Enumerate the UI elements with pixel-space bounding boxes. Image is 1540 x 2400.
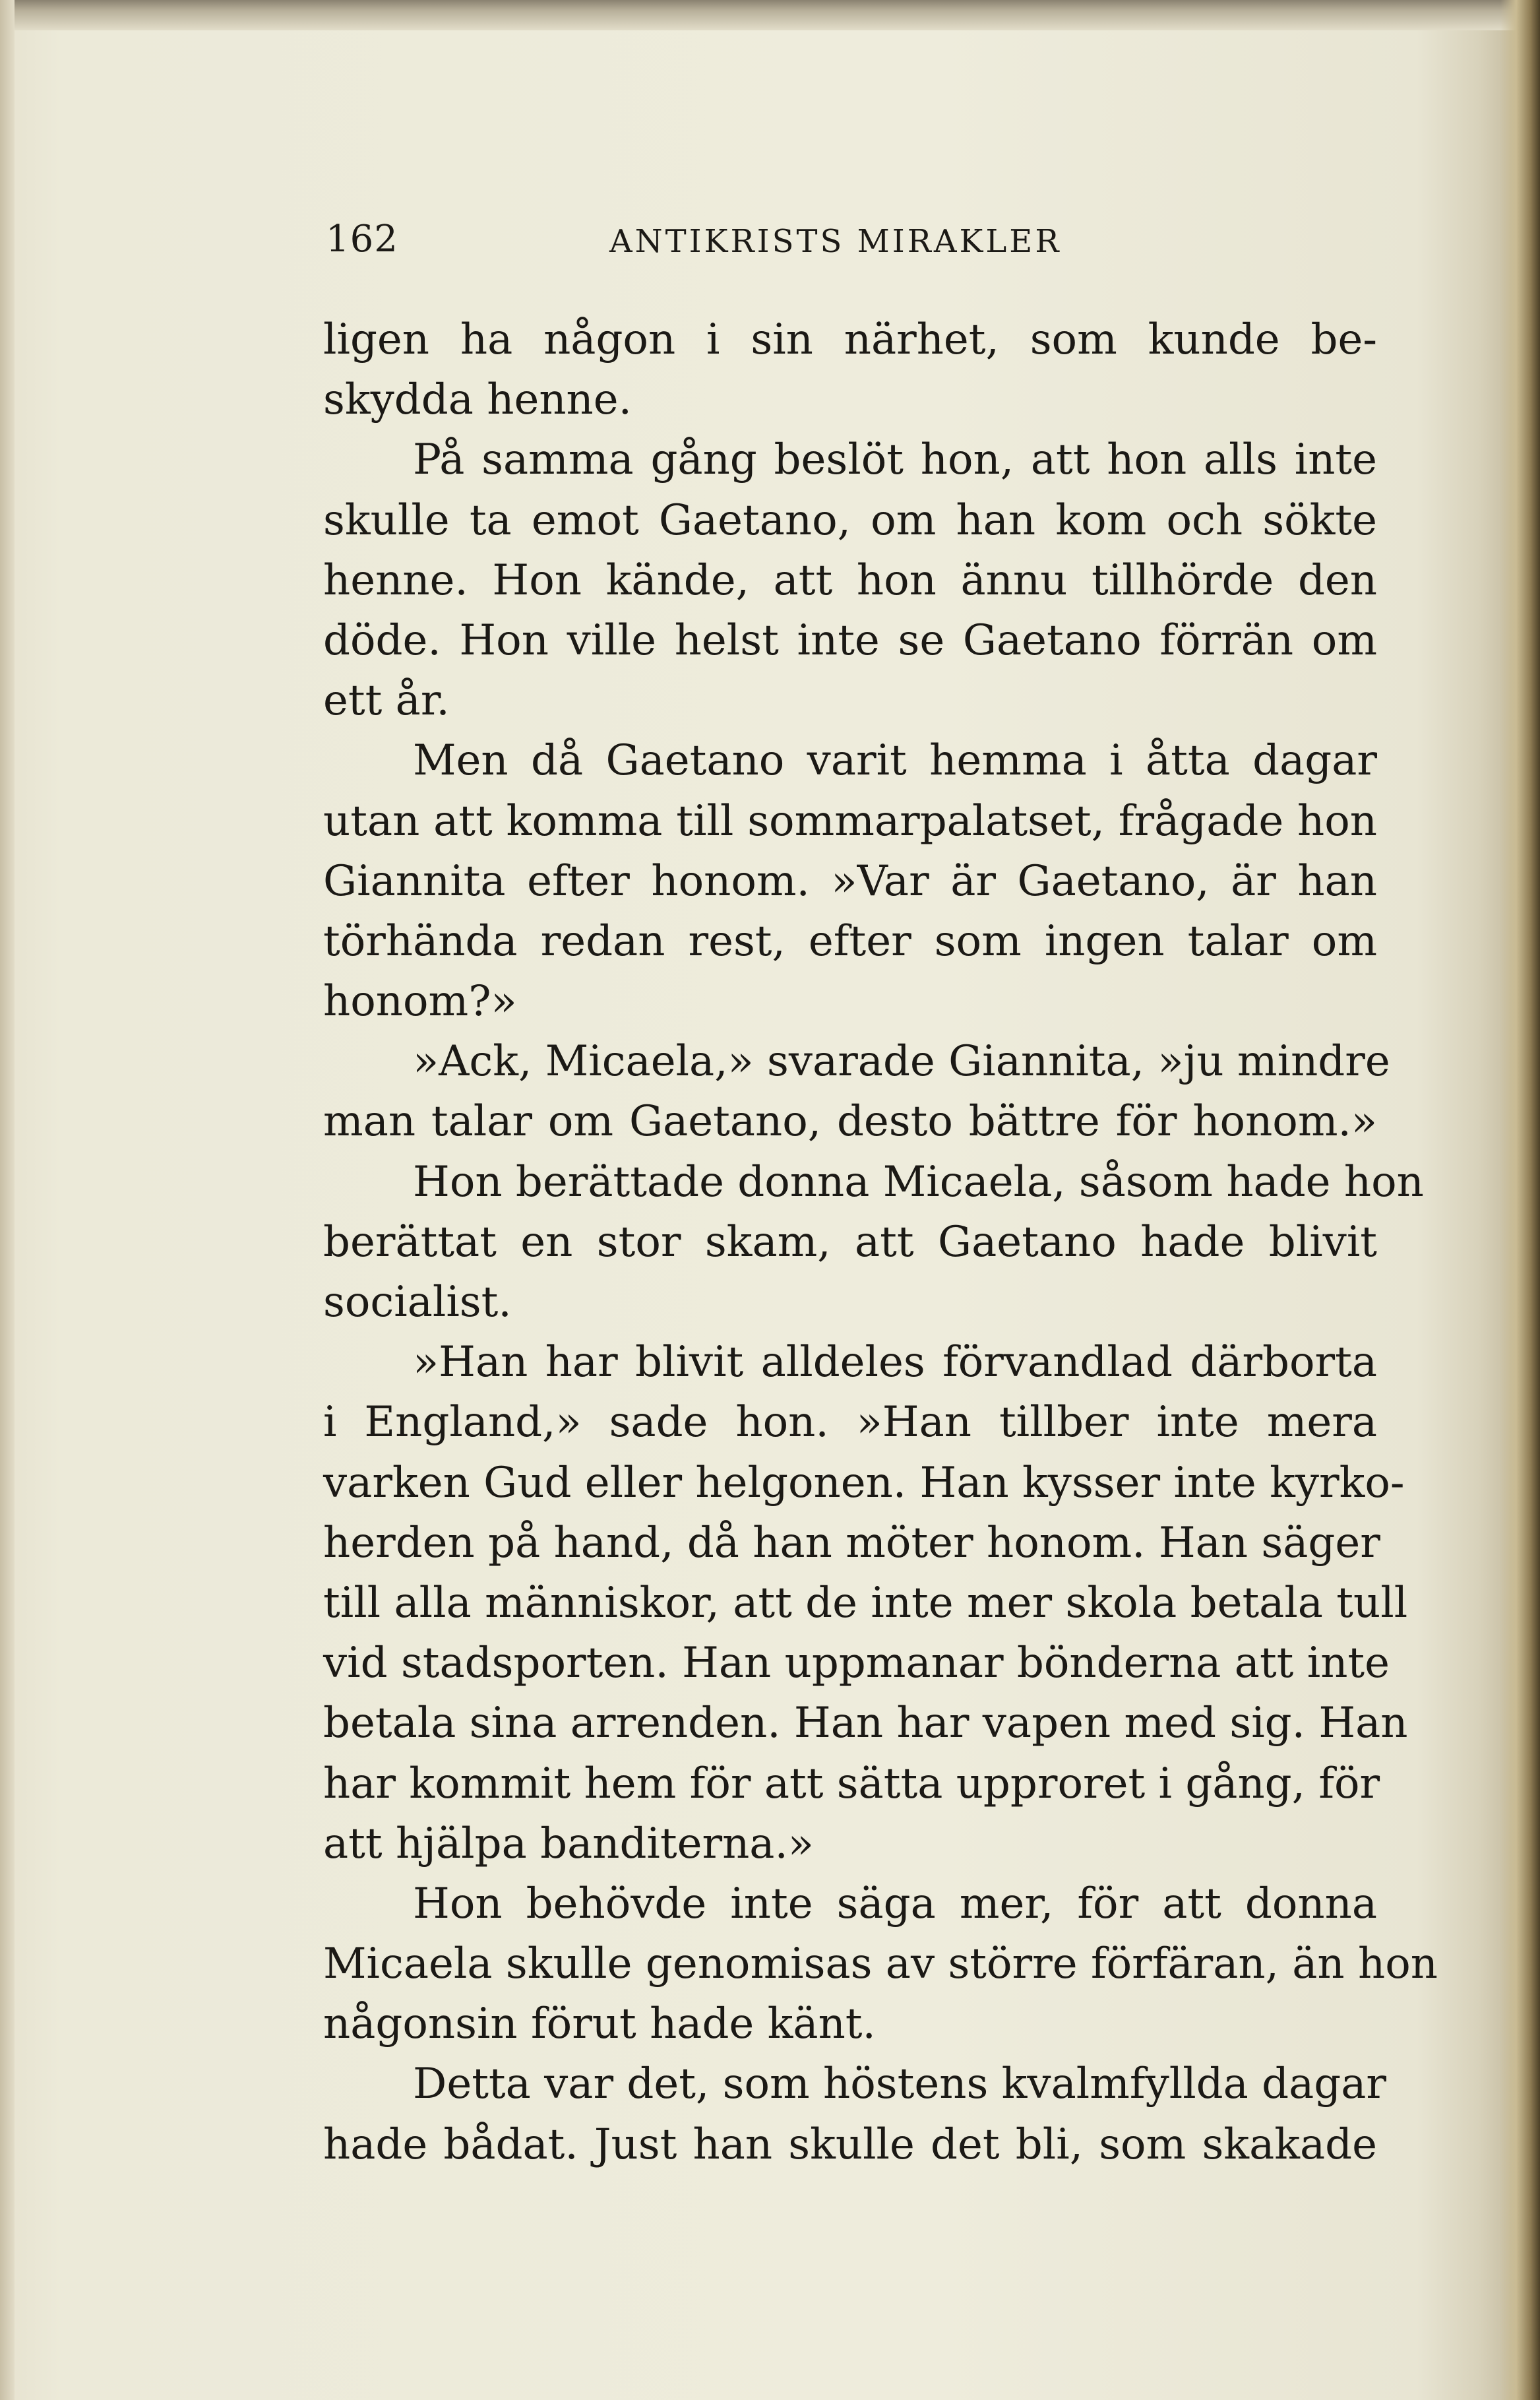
text-line: har kommit hem för att sätta upproret i gång, för: [323, 1759, 1380, 1808]
page-gutter-shadow: [1500, 0, 1540, 2400]
text-line: honom?»: [323, 977, 517, 1026]
page-top-edge: [0, 0, 1540, 30]
text-line: hade bådat. Just han skulle det bli, som skakade: [323, 2120, 1377, 2169]
text-line: Giannita efter honom. »Var är Gaetano, är han: [323, 856, 1377, 906]
text-line: Hon berättade donna Micaela, såsom hade hon: [413, 1157, 1424, 1207]
text-line: herden på hand, då han möter honom. Han säger: [323, 1518, 1380, 1567]
text-line: ett år.: [323, 676, 450, 726]
text-line: till alla människor, att de inte mer skola betala tull: [323, 1578, 1408, 1627]
running-head: [326, 218, 1381, 270]
text-line: skydda henne.: [323, 375, 632, 425]
text-line: socialist.: [323, 1278, 512, 1327]
body-text: [323, 310, 1438, 2175]
text-line: varken Gud eller helgonen. Han kysser inte kyrko-: [323, 1458, 1405, 1507]
text-line: törhända redan rest, efter som ingen talar om: [323, 916, 1377, 966]
text-line: vid stadsporten. Han uppmanar bönderna att inte: [323, 1639, 1390, 1688]
text-line: berättat en stor skam, att Gaetano hade blivit: [323, 1217, 1377, 1267]
text-line: någonsin förut hade känt.: [323, 2000, 876, 2049]
text-line: Detta var det, som höstens kvalmfyllda dagar: [413, 2060, 1386, 2109]
text-line: »Ack, Micaela,» svarade Giannita, »ju mindre: [413, 1037, 1390, 1087]
page-number: 162: [326, 218, 398, 261]
text-line: På samma gång beslöt hon, att hon alls inte: [413, 435, 1377, 485]
text-line: betala sina arrenden. Han har vapen med sig. Han: [323, 1699, 1408, 1748]
text-line: Hon behövde inte säga mer, för att donna: [413, 1879, 1377, 1928]
text-line: döde. Hon ville helst inte se Gaetano förrän om: [323, 616, 1377, 665]
text-line: man talar om Gaetano, desto bättre för honom.»: [323, 1097, 1377, 1147]
text-line: ligen ha någon i sin närhet, som kunde be-: [323, 315, 1377, 364]
text-line: Men då Gaetano varit hemma i åtta dagar: [413, 736, 1377, 786]
text-line: Micaela skulle genomisas av större förfäran, än hon: [323, 1940, 1438, 1989]
text-line: att hjälpa banditerna.»: [323, 1819, 814, 1868]
text-line: i England,» sade hon. »Han tillber inte mera: [323, 1398, 1377, 1447]
text-line: »Han har blivit alldeles förvandlad därborta: [413, 1338, 1377, 1387]
text-line: utan att komma till sommarpalatset, frågade hon: [323, 796, 1377, 846]
running-title: ANTIKRISTS MIRAKLER: [609, 223, 1062, 260]
page-left-edge: [0, 0, 15, 2400]
text-line: henne. Hon kände, att hon ännu tillhörde den: [323, 555, 1377, 605]
text-line: skulle ta emot Gaetano, om han kom och sökte: [323, 495, 1377, 545]
